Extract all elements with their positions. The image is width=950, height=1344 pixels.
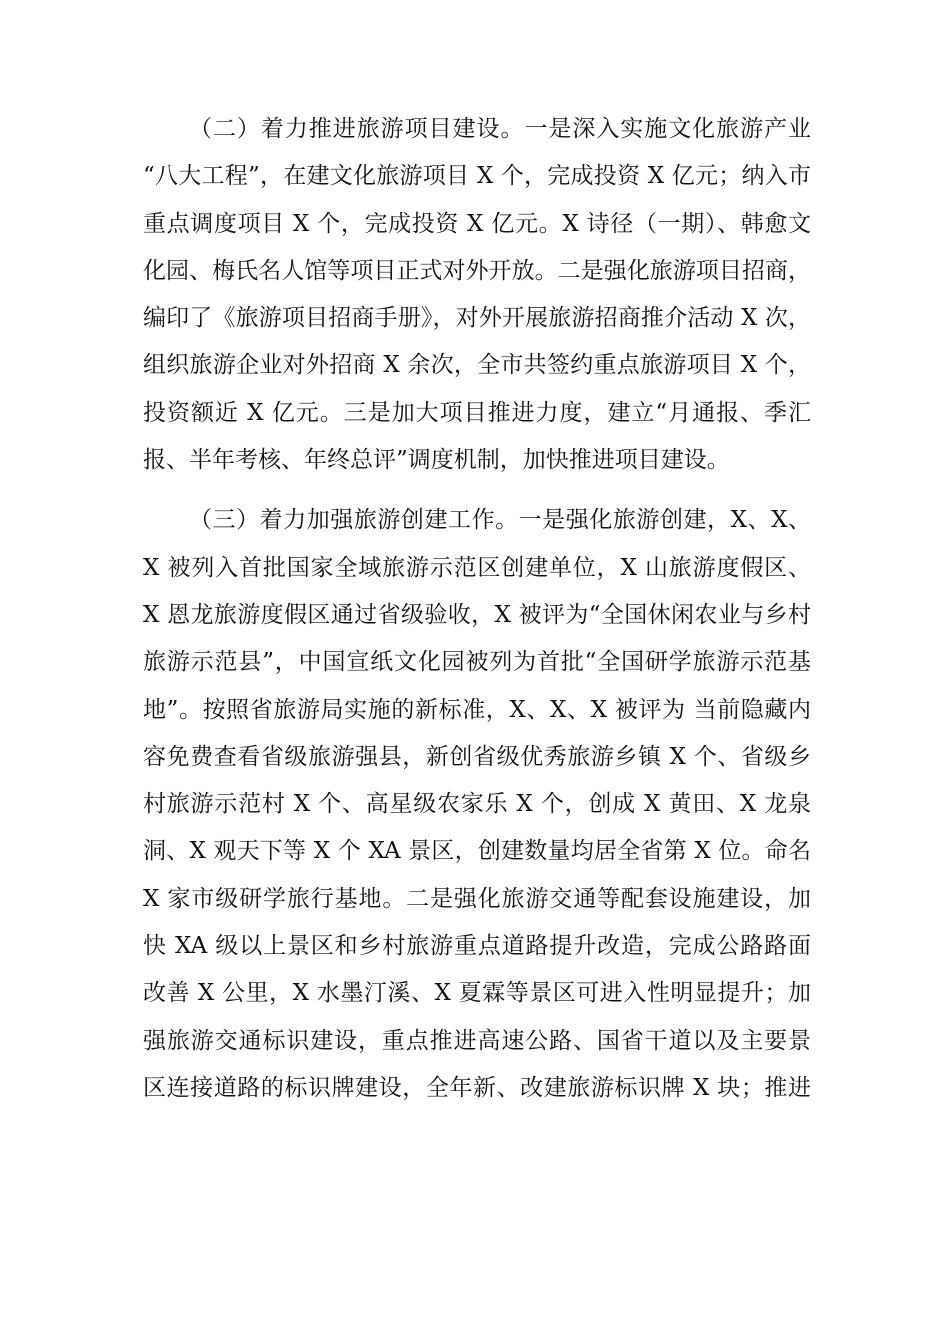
paragraph-line: （三）着力加强旅游创建工作。一是强化旅游创建，X、X、 bbox=[189, 507, 811, 534]
paragraph-line: 区连接道路的标识牌建设，全年新、改建旅游标识牌 X 块；推进 bbox=[143, 1074, 811, 1101]
paragraph-line: 组织旅游企业对外招商 X 余次，全市共签约重点旅游项目 X 个， bbox=[143, 352, 811, 379]
paragraph-line: 化园、梅氏名人馆等项目正式对外开放。二是强化旅游项目招商， bbox=[143, 257, 811, 284]
paragraph-line: X 被列入首批国家全域旅游示范区创建单位，X 山旅游度假区、 bbox=[143, 554, 811, 581]
paragraph-line: 快 XA 级以上景区和乡村旅游重点道路提升改造，完成公路路面 bbox=[143, 933, 811, 960]
paragraph-line: X 恩龙旅游度假区通过省级验收，X 被评为“全国休闲农业与乡村 bbox=[143, 601, 811, 628]
paragraph-project-construction bbox=[143, 106, 811, 484]
paragraph-line: X 家市级研学旅行基地。二是强化旅游交通等配套设施建设，加 bbox=[143, 885, 811, 912]
paragraph-line: 旅游示范县”，中国宣纸文化园被列为首批“全国研学旅游示范基 bbox=[143, 649, 811, 676]
paragraph-line: 强旅游交通标识建设，重点推进高速公路、国省干道以及主要景 bbox=[143, 1027, 811, 1054]
paragraph-line: 地”。按照省旅游局实施的新标准，X、X、X 被评为 当前隐藏内 bbox=[143, 696, 811, 723]
paragraph-tourism-creation bbox=[143, 497, 811, 1112]
paragraph-line: 投资额近 X 亿元。三是加大项目推进力度，建立“月通报、季汇 bbox=[143, 399, 811, 426]
document-body bbox=[143, 106, 811, 1112]
paragraph-line: 重点调度项目 X 个，完成投资 X 亿元。X 诗径（一期）、韩愈文 bbox=[143, 210, 811, 237]
paragraph-gap bbox=[143, 484, 811, 497]
paragraph-line: 村旅游示范村 X 个、高星级农家乐 X 个，创成 X 黄田、X 龙泉 bbox=[143, 791, 811, 818]
paragraph-line: 洞、X 观天下等 X 个 XA 景区，创建数量均居全省第 X 位。命名 bbox=[143, 838, 811, 865]
paragraph-line: （二）着力推进旅游项目建设。一是深入实施文化旅游产业 bbox=[189, 116, 811, 142]
paragraph-line: 报、半年考核、年终总评”调度机制，加快推进项目建设。 bbox=[143, 447, 730, 474]
paragraph-line: 改善 X 公里，X 水墨汀溪、X 夏霖等景区可进入性明显提升；加 bbox=[143, 980, 811, 1007]
paragraph-line: “八大工程”，在建文化旅游项目 X 个，完成投资 X 亿元；纳入市 bbox=[143, 163, 811, 190]
paragraph-line: 编印了《旅游项目招商手册》，对外开展旅游招商推介活动 X 次， bbox=[143, 305, 811, 332]
paragraph-line: 容免费查看省级旅游强县，新创省级优秀旅游乡镇 X 个、省级乡 bbox=[143, 743, 811, 770]
